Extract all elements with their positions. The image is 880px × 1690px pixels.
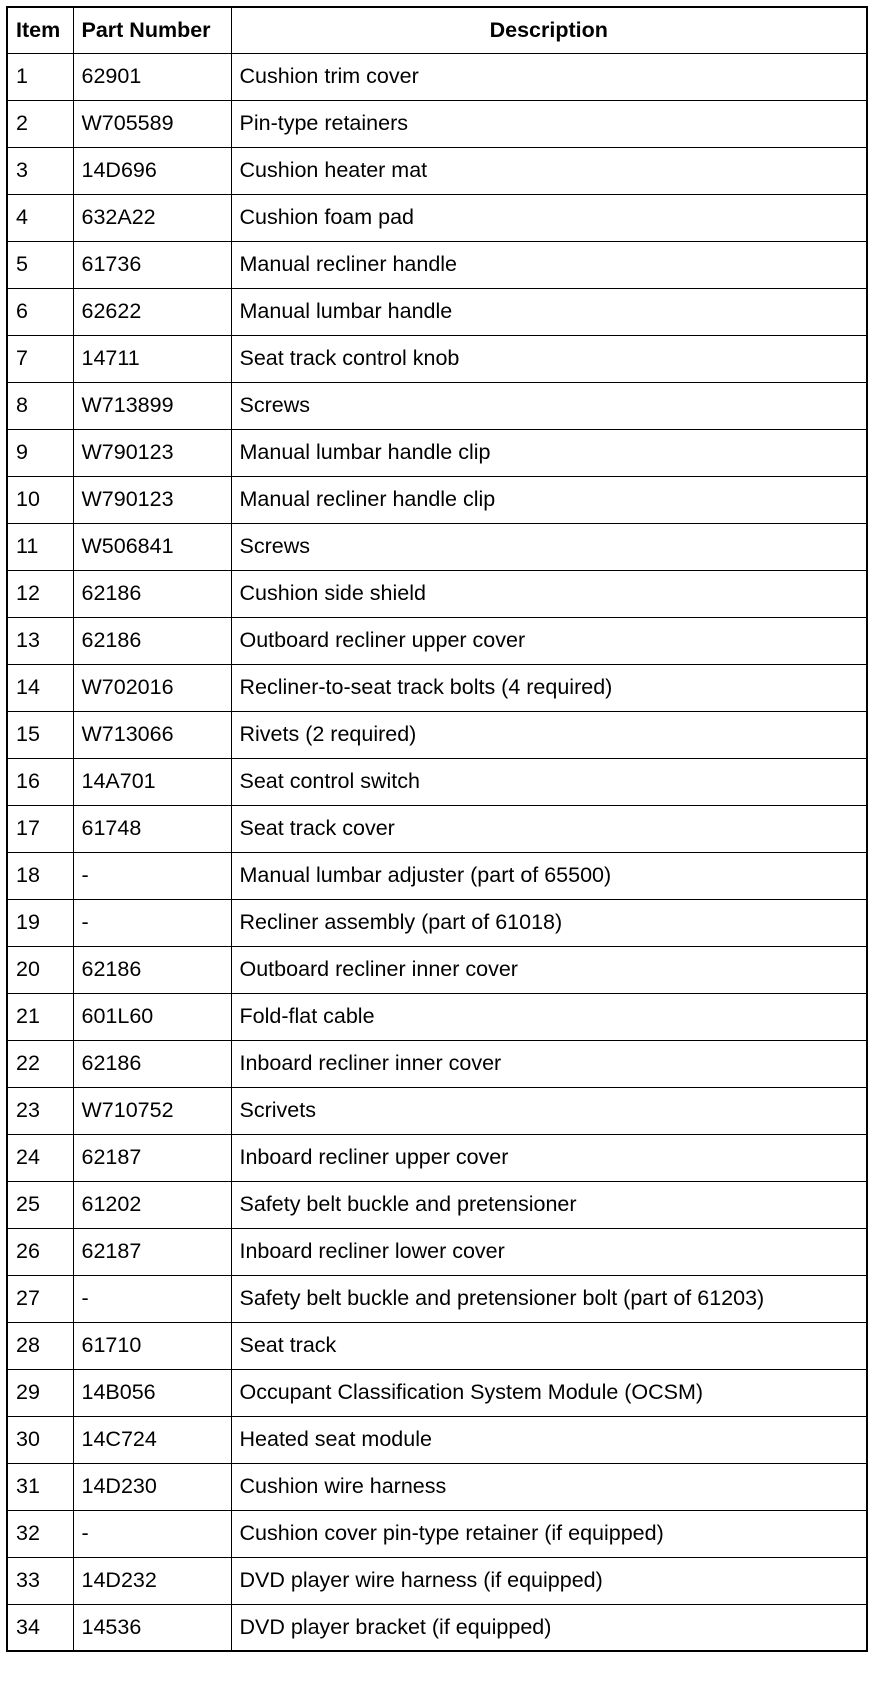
description-cell: Inboard recliner inner cover: [231, 1040, 867, 1087]
description-cell: Manual lumbar handle: [231, 288, 867, 335]
part-number-cell: 62187: [73, 1228, 231, 1275]
item-cell: 18: [7, 852, 73, 899]
description-cell: Recliner-to-seat track bolts (4 required): [231, 664, 867, 711]
header-description: Description: [231, 7, 867, 53]
table-row: [7, 147, 867, 194]
item-cell: 4: [7, 194, 73, 241]
description-cell: Seat track control knob: [231, 335, 867, 382]
item-cell: 33: [7, 1557, 73, 1604]
table-body: [7, 53, 867, 1651]
table-row: [7, 852, 867, 899]
table-row: [7, 1510, 867, 1557]
description-cell: Manual lumbar adjuster (part of 65500): [231, 852, 867, 899]
table-row: [7, 1228, 867, 1275]
part-number-cell: 61736: [73, 241, 231, 288]
item-cell: 6: [7, 288, 73, 335]
part-number-cell: W710752: [73, 1087, 231, 1134]
description-cell: Seat track: [231, 1322, 867, 1369]
part-number-cell: 62186: [73, 946, 231, 993]
description-cell: Manual recliner handle: [231, 241, 867, 288]
description-cell: Outboard recliner upper cover: [231, 617, 867, 664]
description-cell: Seat control switch: [231, 758, 867, 805]
description-cell: Manual recliner handle clip: [231, 476, 867, 523]
item-cell: 13: [7, 617, 73, 664]
item-cell: 34: [7, 1604, 73, 1651]
part-number-cell: 14B056: [73, 1369, 231, 1416]
header-part-number: Part Number: [73, 7, 231, 53]
part-number-cell: W790123: [73, 476, 231, 523]
part-number-cell: 61748: [73, 805, 231, 852]
part-number-cell: -: [73, 1510, 231, 1557]
header-item: Item: [7, 7, 73, 53]
part-number-cell: 14711: [73, 335, 231, 382]
table-row: [7, 335, 867, 382]
item-cell: 14: [7, 664, 73, 711]
part-number-cell: W506841: [73, 523, 231, 570]
item-cell: 11: [7, 523, 73, 570]
description-cell: Occupant Classification System Module (OCSM): [231, 1369, 867, 1416]
part-number-cell: 61710: [73, 1322, 231, 1369]
table-row: [7, 241, 867, 288]
item-cell: 23: [7, 1087, 73, 1134]
parts-table: [6, 6, 868, 1652]
item-cell: 15: [7, 711, 73, 758]
description-cell: Cushion trim cover: [231, 53, 867, 100]
description-cell: Cushion side shield: [231, 570, 867, 617]
part-number-cell: 62187: [73, 1134, 231, 1181]
part-number-cell: 62622: [73, 288, 231, 335]
part-number-cell: -: [73, 899, 231, 946]
item-cell: 31: [7, 1463, 73, 1510]
description-cell: Cushion heater mat: [231, 147, 867, 194]
part-number-cell: 62186: [73, 617, 231, 664]
part-number-cell: W705589: [73, 100, 231, 147]
table-row: [7, 1040, 867, 1087]
description-cell: Pin-type retainers: [231, 100, 867, 147]
part-number-cell: 14C724: [73, 1416, 231, 1463]
description-cell: Outboard recliner inner cover: [231, 946, 867, 993]
item-cell: 1: [7, 53, 73, 100]
table-row: [7, 758, 867, 805]
item-cell: 25: [7, 1181, 73, 1228]
table-row: [7, 1134, 867, 1181]
table-row: [7, 1275, 867, 1322]
part-number-cell: 14A701: [73, 758, 231, 805]
part-number-cell: 601L60: [73, 993, 231, 1040]
description-cell: Rivets (2 required): [231, 711, 867, 758]
part-number-cell: -: [73, 1275, 231, 1322]
table-row: [7, 288, 867, 335]
table-row: [7, 1416, 867, 1463]
part-number-cell: 62901: [73, 53, 231, 100]
description-cell: Safety belt buckle and pretensioner bolt (part of 61203): [231, 1275, 867, 1322]
part-number-cell: 14D230: [73, 1463, 231, 1510]
part-number-cell: W713899: [73, 382, 231, 429]
item-cell: 9: [7, 429, 73, 476]
part-number-cell: 14D232: [73, 1557, 231, 1604]
table-row: [7, 1087, 867, 1134]
table-row: [7, 899, 867, 946]
part-number-cell: W790123: [73, 429, 231, 476]
description-cell: Screws: [231, 382, 867, 429]
item-cell: 19: [7, 899, 73, 946]
table-row: [7, 382, 867, 429]
item-cell: 16: [7, 758, 73, 805]
table-row: [7, 100, 867, 147]
part-number-cell: 62186: [73, 1040, 231, 1087]
table-row: [7, 1604, 867, 1651]
description-cell: Recliner assembly (part of 61018): [231, 899, 867, 946]
table-row: [7, 664, 867, 711]
table-row: [7, 1181, 867, 1228]
description-cell: Seat track cover: [231, 805, 867, 852]
table-row: [7, 1463, 867, 1510]
item-cell: 7: [7, 335, 73, 382]
part-number-cell: 61202: [73, 1181, 231, 1228]
part-number-cell: W702016: [73, 664, 231, 711]
item-cell: 17: [7, 805, 73, 852]
description-cell: Safety belt buckle and pretensioner: [231, 1181, 867, 1228]
table-row: [7, 53, 867, 100]
part-number-cell: W713066: [73, 711, 231, 758]
description-cell: Cushion cover pin-type retainer (if equipped): [231, 1510, 867, 1557]
item-cell: 10: [7, 476, 73, 523]
table-header: [7, 7, 867, 53]
item-cell: 20: [7, 946, 73, 993]
description-cell: Scrivets: [231, 1087, 867, 1134]
item-cell: 12: [7, 570, 73, 617]
table-row: [7, 805, 867, 852]
item-cell: 2: [7, 100, 73, 147]
item-cell: 29: [7, 1369, 73, 1416]
part-number-cell: -: [73, 852, 231, 899]
part-number-cell: 14D696: [73, 147, 231, 194]
item-cell: 27: [7, 1275, 73, 1322]
table-row: [7, 1369, 867, 1416]
table-row: [7, 993, 867, 1040]
description-cell: DVD player wire harness (if equipped): [231, 1557, 867, 1604]
table-row: [7, 1322, 867, 1369]
table-row: [7, 617, 867, 664]
table-row: [7, 946, 867, 993]
part-number-cell: 632A22: [73, 194, 231, 241]
description-cell: Cushion foam pad: [231, 194, 867, 241]
table-row: [7, 429, 867, 476]
description-cell: Inboard recliner upper cover: [231, 1134, 867, 1181]
part-number-cell: 62186: [73, 570, 231, 617]
item-cell: 26: [7, 1228, 73, 1275]
description-cell: Screws: [231, 523, 867, 570]
item-cell: 3: [7, 147, 73, 194]
header-row: [7, 7, 867, 53]
description-cell: Manual lumbar handle clip: [231, 429, 867, 476]
item-cell: 5: [7, 241, 73, 288]
table-row: [7, 1557, 867, 1604]
item-cell: 8: [7, 382, 73, 429]
description-cell: DVD player bracket (if equipped): [231, 1604, 867, 1651]
item-cell: 22: [7, 1040, 73, 1087]
item-cell: 32: [7, 1510, 73, 1557]
table-row: [7, 476, 867, 523]
item-cell: 24: [7, 1134, 73, 1181]
item-cell: 28: [7, 1322, 73, 1369]
part-number-cell: 14536: [73, 1604, 231, 1651]
table-row: [7, 194, 867, 241]
description-cell: Heated seat module: [231, 1416, 867, 1463]
description-cell: Cushion wire harness: [231, 1463, 867, 1510]
table-row: [7, 570, 867, 617]
description-cell: Fold-flat cable: [231, 993, 867, 1040]
item-cell: 21: [7, 993, 73, 1040]
item-cell: 30: [7, 1416, 73, 1463]
description-cell: Inboard recliner lower cover: [231, 1228, 867, 1275]
table-row: [7, 711, 867, 758]
table-row: [7, 523, 867, 570]
